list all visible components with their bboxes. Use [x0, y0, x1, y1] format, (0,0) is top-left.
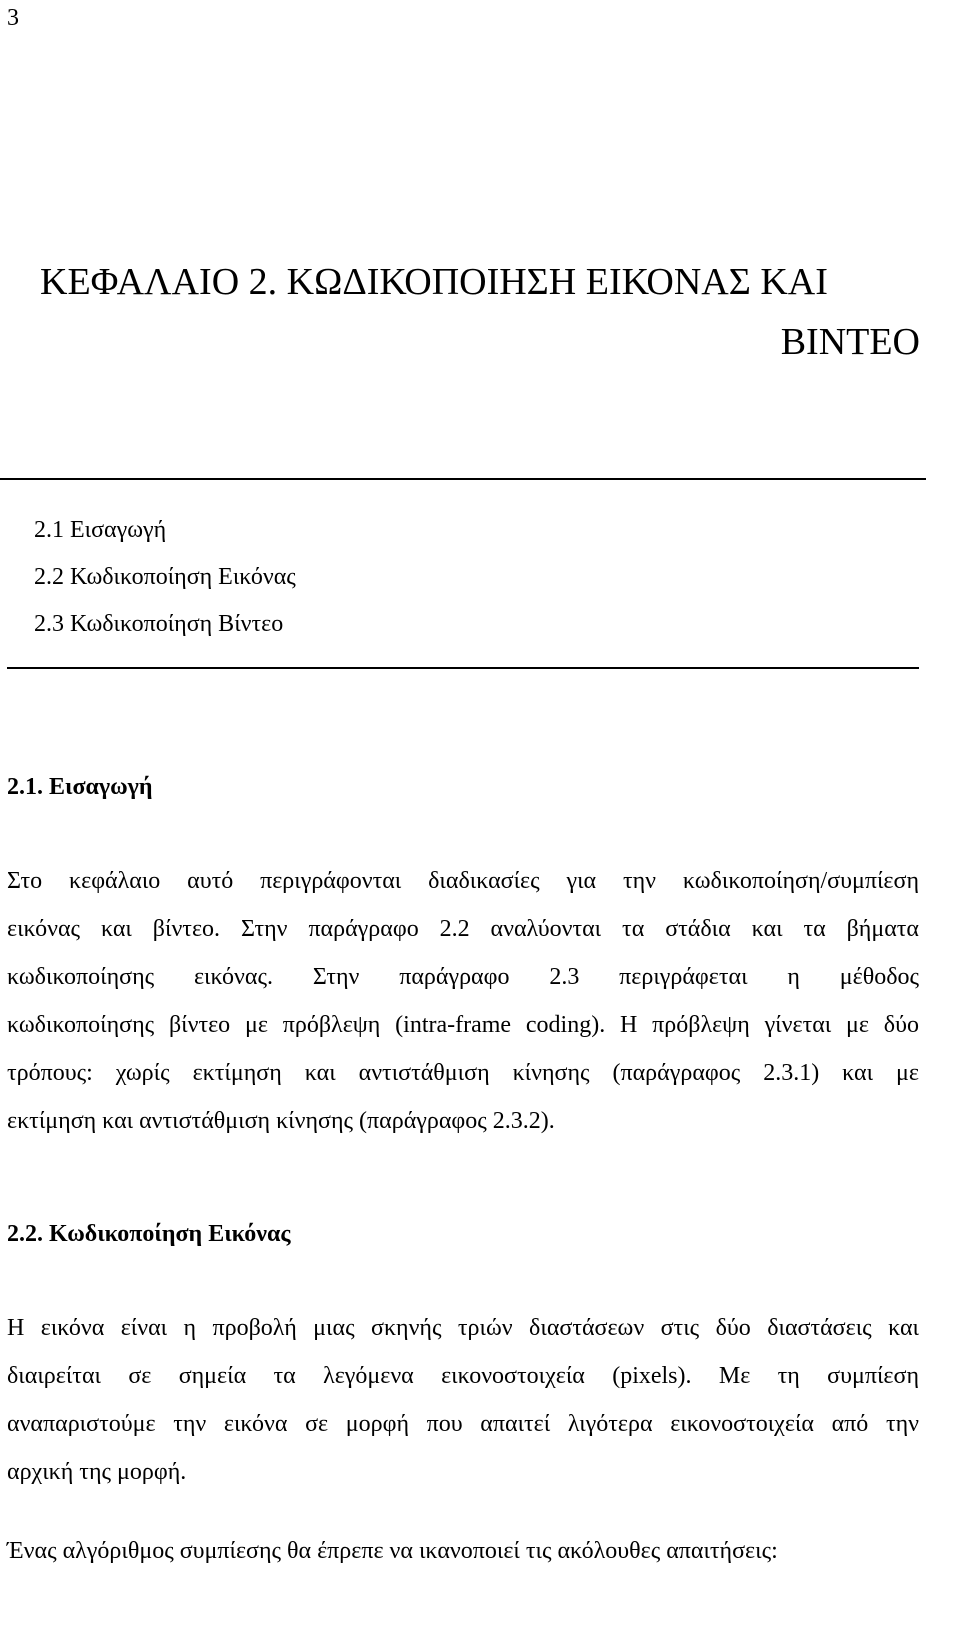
paragraph-line: εικόνας και βίντεο. Στην παράγραφο 2.2 αναλύονται τα στάδια και τα βήματα [7, 916, 919, 942]
toc-item: 2.2 Κωδικοποίηση Εικόνας [34, 564, 296, 590]
introduction-paragraph [7, 857, 919, 1145]
chapter-title-line-1: ΚΕΦΑΛΑΙΟ 2. ΚΩΔΙΚΟΠΟΙΗΣΗ ΕΙΚΟΝΑΣ ΚΑΙ [40, 261, 828, 303]
toc-top-rule [0, 478, 926, 480]
paragraph-line: αναπαριστούμε την εικόνα σε μορφή που απαιτεί λιγότερα εικονοστοιχεία από την [7, 1411, 919, 1437]
paragraph-line: κωδικοποίησης βίντεο με πρόβλεψη (intra-frame coding). Η πρόβλεψη γίνεται με δύο [7, 1012, 919, 1038]
toc-item: 2.3 Κωδικοποίηση Βίντεο [34, 611, 284, 637]
paragraph-line: διαιρείται σε σημεία τα λεγόμενα εικονοστοιχεία (pixels). Με τη συμπίεση [7, 1363, 919, 1389]
paragraph-line: κωδικοποίησης εικόνας. Στην παράγραφο 2.3 περιγράφεται η μέθοδος [7, 964, 919, 990]
page-number: 3 [7, 5, 19, 31]
chapter-title-line-2: ΒΙΝΤΕΟ [780, 321, 920, 363]
section-heading-image-coding: 2.2. Κωδικοποίηση Εικόνας [7, 1221, 291, 1247]
paragraph-line: αρχική της μορφή. [7, 1459, 187, 1485]
image-coding-paragraph [7, 1304, 919, 1496]
requirements-intro-paragraph [7, 1527, 919, 1575]
toc-item: 2.1 Εισαγωγή [34, 517, 167, 543]
toc-bottom-rule [7, 667, 919, 669]
paragraph-line: εκτίμηση και αντιστάθμιση κίνησης (παράγραφος 2.3.2). [7, 1108, 555, 1134]
section-heading-introduction: 2.1. Εισαγωγή [7, 774, 153, 800]
chapter-contents-list [34, 507, 296, 648]
paragraph-line: Ένας αλγόριθμος συμπίεσης θα έπρεπε να ικανοποιεί τις ακόλουθες απαιτήσεις: [7, 1538, 778, 1564]
paragraph-line: τρόπους: χωρίς εκτίμηση και αντιστάθμιση κίνησης (παράγραφος 2.3.1) και με [7, 1060, 919, 1086]
paragraph-line: Στο κεφάλαιο αυτό περιγράφονται διαδικασίες για την κωδικοποίηση/συμπίεση [7, 868, 919, 894]
paragraph-line: Η εικόνα είναι η προβολή μιας σκηνής τριών διαστάσεων στις δύο διαστάσεις και [7, 1315, 919, 1341]
